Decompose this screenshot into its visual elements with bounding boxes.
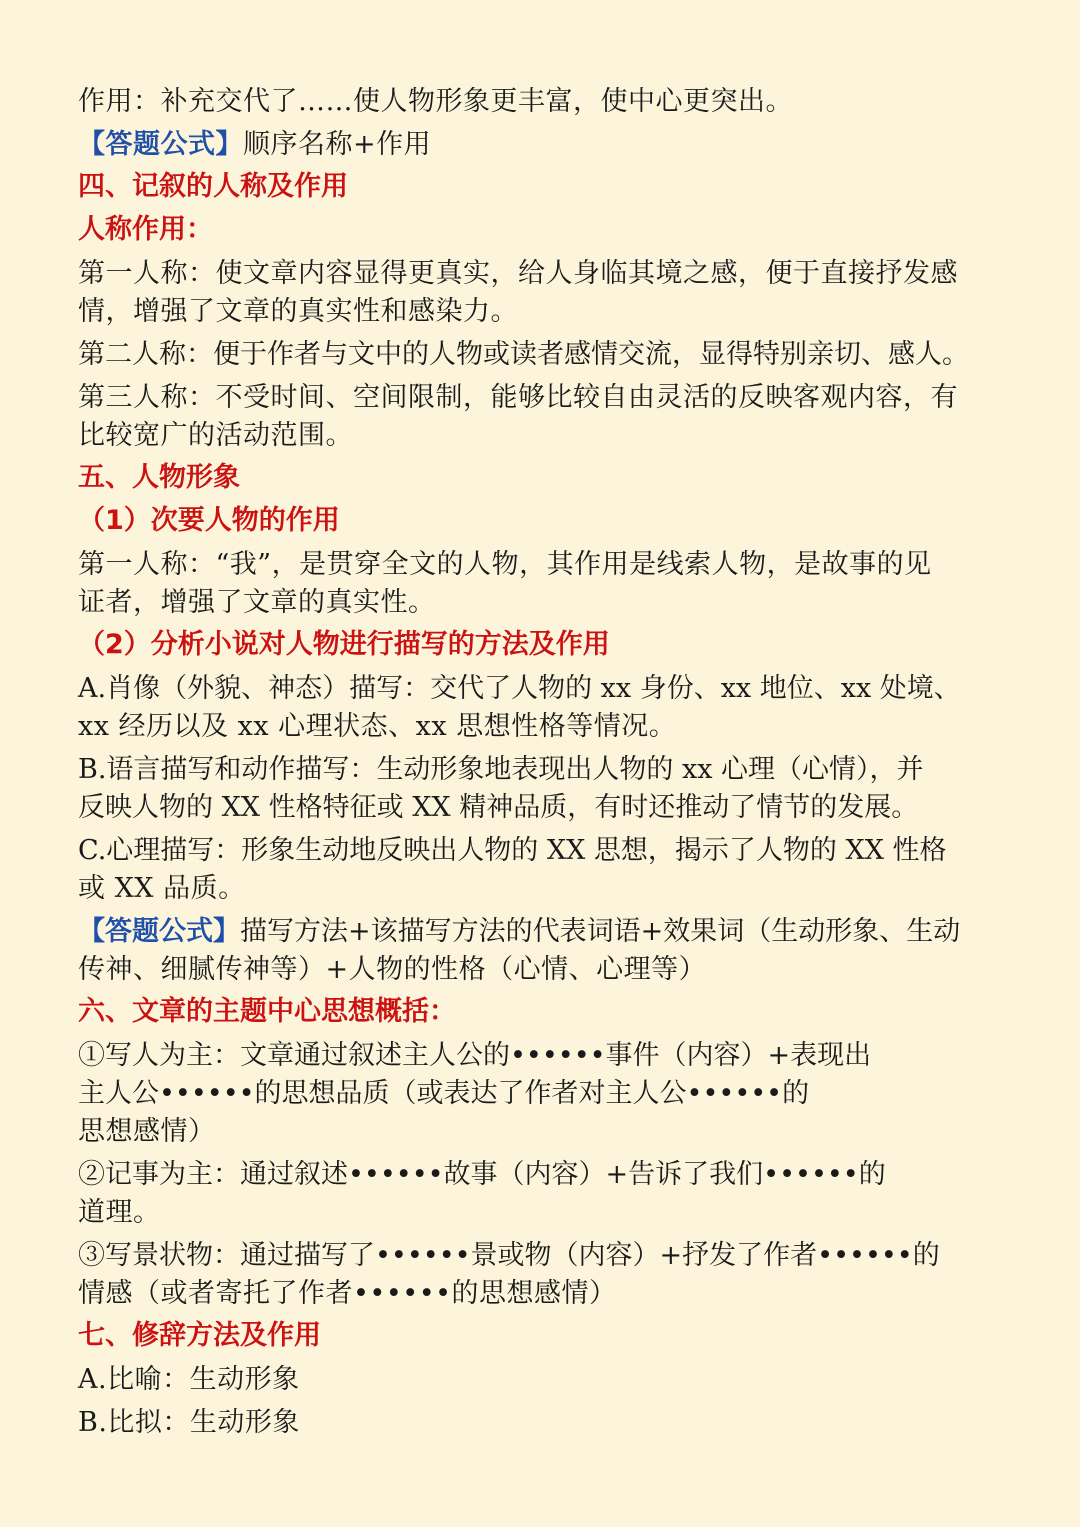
text-line: 主人公••••••的思想品质（或表达了作者对主人公••••••的 bbox=[78, 1078, 810, 1109]
answer-formula-text: 描写方法+该描写方法的代表词语+效果词（生动形象、生动 bbox=[240, 916, 961, 947]
paragraph-event-focused bbox=[78, 1156, 1002, 1232]
paragraph-language-action-description bbox=[78, 751, 1002, 827]
subheading-person-effect: 人称作用： bbox=[78, 214, 213, 245]
text-line: B.语言描写和动作描写：生动形象地表现出人物的 xx 心理（心情），并 bbox=[78, 754, 924, 785]
text-line: 作用：补充交代了……使人物形象更丰富，使中心更突出。 bbox=[78, 86, 793, 117]
text-line: 情，增强了文章的真实性和感染力。 bbox=[78, 296, 518, 327]
text-line: ③写景状物：通过描写了••••••景或物（内容）+抒发了作者••••••的 bbox=[78, 1240, 940, 1271]
text-line: 传神、细腻传神等）+人物的性格（心情、心理等） bbox=[78, 954, 707, 985]
text-line: 思想感情） bbox=[78, 1116, 216, 1147]
text-line: 第二人称：便于作者与文中的人物或读者感情交流，显得特别亲切、感人。 bbox=[78, 339, 969, 370]
text-line: ②记事为主：通过叙述••••••故事（内容）+告诉了我们••••••的 bbox=[78, 1159, 886, 1190]
text-line: 比较宽广的活动范围。 bbox=[78, 420, 353, 451]
answer-formula-description bbox=[78, 913, 1002, 989]
text-line: A.比喻：生动形象 bbox=[78, 1364, 300, 1395]
paragraph-metaphor bbox=[78, 1361, 1002, 1399]
paragraph-scenery-focused bbox=[78, 1237, 1002, 1313]
answer-formula-tag: 【答题公式】 bbox=[78, 916, 240, 947]
paragraph-person-focused bbox=[78, 1037, 1002, 1151]
paragraph-third-person bbox=[78, 379, 1002, 455]
text-line: 第一人称：使文章内容显得更真实，给人身临其境之感，便于直接抒发感 bbox=[78, 258, 958, 289]
section-heading-rhetoric: 七、修辞方法及作用 bbox=[78, 1320, 321, 1351]
text-line: 道理。 bbox=[78, 1197, 161, 1228]
paragraph-personification bbox=[78, 1404, 1002, 1442]
text-line: 证者，增强了文章的真实性。 bbox=[78, 587, 436, 618]
answer-formula-order bbox=[78, 126, 1002, 164]
section-heading-person: 四、记叙的人称及作用 bbox=[78, 171, 348, 202]
paragraph-supplement-effect bbox=[78, 83, 1002, 121]
paragraph-first-person bbox=[78, 255, 1002, 331]
subheading-minor-character: （1）次要人物的作用 bbox=[78, 505, 340, 536]
text-line: 情感（或者寄托了作者••••••的思想感情） bbox=[78, 1278, 617, 1309]
text-line: xx 经历以及 xx 心理状态、xx 思想性格等情况。 bbox=[78, 711, 677, 742]
text-line: 反映人物的 XX 性格特征或 XX 精神品质，有时还推动了情节的发展。 bbox=[78, 792, 919, 823]
text-line: ①写人为主：文章通过叙述主人公的••••••事件（内容）+表现出 bbox=[78, 1040, 872, 1071]
text-line: B.比拟：生动形象 bbox=[78, 1407, 300, 1438]
answer-formula-tag: 【答题公式】 bbox=[78, 129, 243, 160]
paragraph-portrait-description bbox=[78, 670, 1002, 746]
text-line: A.肖像（外貌、神态）描写：交代了人物的 xx 身份、xx 地位、xx 处境、 bbox=[78, 673, 961, 704]
answer-formula-text: 顺序名称+作用 bbox=[243, 129, 432, 160]
paragraph-psychological-description bbox=[78, 832, 1002, 908]
section-heading-character: 五、人物形象 bbox=[78, 462, 240, 493]
text-line: C.心理描写：形象生动地反映出人物的 XX 思想，揭示了人物的 XX 性格 bbox=[78, 835, 947, 866]
text-line: 第三人称：不受时间、空间限制，能够比较自由灵活的反映客观内容，有 bbox=[78, 382, 958, 413]
section-heading-theme: 六、文章的主题中心思想概括： bbox=[78, 996, 456, 1027]
text-line: 第一人称：“我”，是贯穿全文的人物，其作用是线索人物，是故事的见 bbox=[78, 549, 932, 580]
paragraph-second-person bbox=[78, 336, 1002, 374]
paragraph-first-person-witness bbox=[78, 546, 1002, 622]
text-line: 或 XX 品质。 bbox=[78, 873, 246, 904]
subheading-description-methods: （2）分析小说对人物进行描写的方法及作用 bbox=[78, 629, 610, 660]
